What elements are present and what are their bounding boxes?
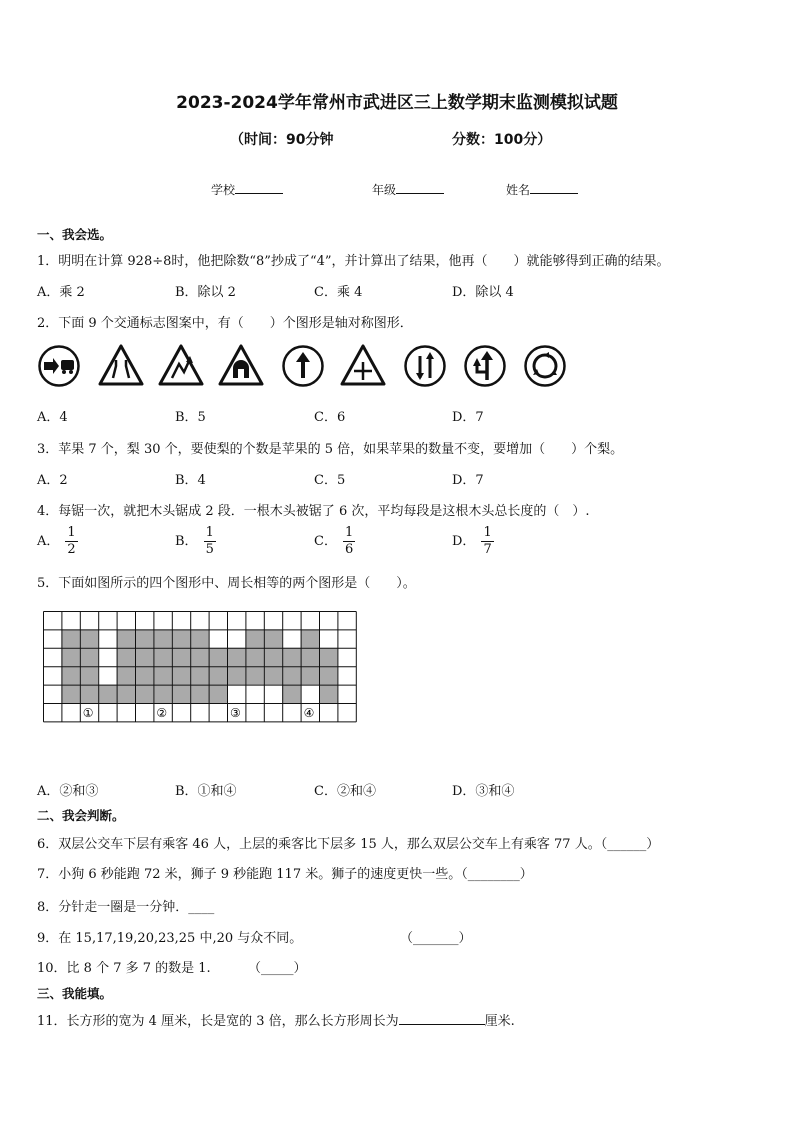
shaded-cell [98,685,116,703]
shaded-cell [80,685,98,703]
q5-option-c[interactable]: C．②和④ [314,784,376,799]
shaded-cell [227,648,245,666]
question-4: 4．每锯一次，就把木头锯成 2 段．一根木头被锯了 6 次，平均每段是这根木头总长度的（ ）. [37,504,590,519]
shaded-cell [135,629,153,647]
q9-answer-blank[interactable]: （_______） [400,931,472,946]
q3-option-a[interactable]: A．2 [37,473,68,488]
exam-score: 分数：100分） [452,132,552,148]
shaded-cell [135,648,153,666]
shaded-cell [209,648,227,666]
q1-option-a[interactable]: A．乘 2 [37,285,85,300]
shaded-cell [319,666,337,684]
shaded-cell [319,685,337,703]
question-3: 3．苹果 7 个，梨 30 个，要使梨的个数是苹果的 5 倍，如果苹果的数量不变，要增加（ ）个梨。 [37,442,624,457]
shaded-cell [209,666,227,684]
q5-option-a[interactable]: A．②和③ [37,784,99,799]
section-1-heading: 一、我会选。 [37,227,113,242]
question-6: 6．双层公交车下层有乘客 46 人，上层的乘客比下层多 15 人，那么双层公交车上有乘客 77 人。（______） [37,837,660,852]
shaded-cell [172,648,190,666]
question-2: 2．下面 9 个交通标志图案中，有（ ）个图形是轴对称图形． [37,316,413,331]
q4-option-d[interactable]: D． $\frac{1}{7}$ [452,525,492,557]
question-5: 5．下面如图所示的四个图形中、周长相等的两个图形是（ ）。 [37,576,416,591]
figure-label-4: ④ [303,706,315,720]
shaded-cell [117,629,135,647]
question-8: 8．分针走一圈是一分钟．____ [37,900,215,915]
tunnel-sign-icon [220,346,262,384]
shaded-cell [301,629,319,647]
q2-option-c[interactable]: C．6 [314,410,346,425]
fraction: $\frac{1}{6}$ [344,525,354,557]
shaded-cell [135,685,153,703]
question-1: 1．明明在计算 928÷8时，他把除数“8”抄成了“4”，并计算出了结果，他再（ ）就能够得到正确的结果。 [37,254,670,269]
page-title: 2023-2024学年常州市武进区三上数学期末监测模拟试题 [176,93,618,113]
straight-ahead-sign-icon [284,347,323,386]
figure-label-2: ② [156,706,168,720]
shaded-cell [117,648,135,666]
section-3-heading: 三、我能填。 [37,986,113,1001]
figure-label-3: ③ [230,706,241,720]
question-7: 7．小狗 6 秒能跑 72 米，狮子 9 秒能跑 117 米。狮子的速度更快一些。（________） [37,867,533,882]
shaded-cell [135,666,153,684]
shaded-cell [190,648,208,666]
sharp-curve-sign-icon [160,346,202,384]
q2-option-b[interactable]: B．5 [175,410,206,425]
fraction: $\frac{1}{5}$ [205,525,214,557]
shaded-cell [282,685,300,703]
shaded-cell [172,685,190,703]
shaded-cell [245,648,263,666]
shaded-cell [264,666,282,684]
shaded-cell [264,629,282,647]
shaded-cell [245,629,263,647]
crossroad-sign-icon [342,346,384,384]
fraction: $\frac{1}{7}$ [483,525,492,557]
roundabout-sign-icon [526,347,565,386]
q10-answer-blank[interactable]: （_____） [248,961,307,976]
question-10: 10．比 8 个 7 多 7 的数是 1. [37,961,211,976]
no-overtaking-sign-icon [40,347,79,386]
shaded-cell [190,685,208,703]
shaded-cell [227,666,245,684]
traffic-signs [37,344,577,388]
exam-time: （时间：90分钟 [230,132,334,148]
q1-option-d[interactable]: D．除以 4 [452,285,514,300]
shaded-cell [264,648,282,666]
q4-option-a[interactable]: A． $\frac{1}{2}$ [37,525,76,557]
name-blank[interactable] [530,181,578,194]
q3-option-d[interactable]: D．7 [452,473,484,488]
q11-answer-blank[interactable] [399,1012,485,1025]
shaded-cell [153,685,171,703]
shaded-cell [245,666,263,684]
q1-option-b[interactable]: B．除以 2 [175,285,236,300]
grade-blank[interactable] [396,181,444,194]
shaded-cell [190,629,208,647]
shaded-cell [209,685,227,703]
q3-option-b[interactable]: B．4 [175,473,206,488]
q4-option-b[interactable]: B． $\frac{1}{5}$ [175,525,214,557]
shaded-cell [80,648,98,666]
shaded-cell [190,666,208,684]
shaded-cell [61,685,79,703]
shaded-cell [153,666,171,684]
school-blank[interactable] [235,181,283,194]
shaded-cell [282,666,300,684]
straight-or-left-sign-icon [466,347,505,386]
q5-option-d[interactable]: D．③和④ [452,784,515,799]
shaded-cell [282,648,300,666]
shaded-cell [172,666,190,684]
q5-option-b[interactable]: B．①和④ [175,784,237,799]
fraction: $\frac{1}{2}$ [67,525,76,557]
figure-label-1: ① [82,706,94,720]
q2-option-a[interactable]: A．4 [37,410,68,425]
shaded-cell [80,629,98,647]
section-2-heading: 二、我会判断。 [37,808,125,823]
perimeter-grid-figure [43,611,369,729]
shaded-cell [61,666,79,684]
grade-field: 年级 [372,181,444,198]
shaded-cell [319,648,337,666]
q3-option-c[interactable]: C．5 [314,473,346,488]
school-field: 学校 [211,181,283,198]
shaded-cell [301,666,319,684]
shaded-cell [301,648,319,666]
shaded-cell [153,648,171,666]
question-11: 11．长方形的宽为 4 厘米，长是宽的 3 倍，那么长方形周长为 厘米. [37,1014,515,1029]
shaded-cell [61,648,79,666]
shaded-cell [117,685,135,703]
question-9: 9．在 15,17,19,20,23,25 中,20 与众不同。 [37,931,303,946]
q1-option-c[interactable]: C．乘 4 [314,285,363,300]
narrow-road-sign-icon [100,346,142,384]
shaded-cell [153,629,171,647]
q4-option-c[interactable]: C． $\frac{1}{6}$ [314,525,354,557]
two-way-traffic-sign-icon [406,347,445,386]
shaded-cell [117,666,135,684]
shaded-cell [61,629,79,647]
shaded-cell [172,629,190,647]
shaded-cell [80,666,98,684]
name-field: 姓名 [506,181,578,198]
q2-option-d[interactable]: D．7 [452,410,484,425]
